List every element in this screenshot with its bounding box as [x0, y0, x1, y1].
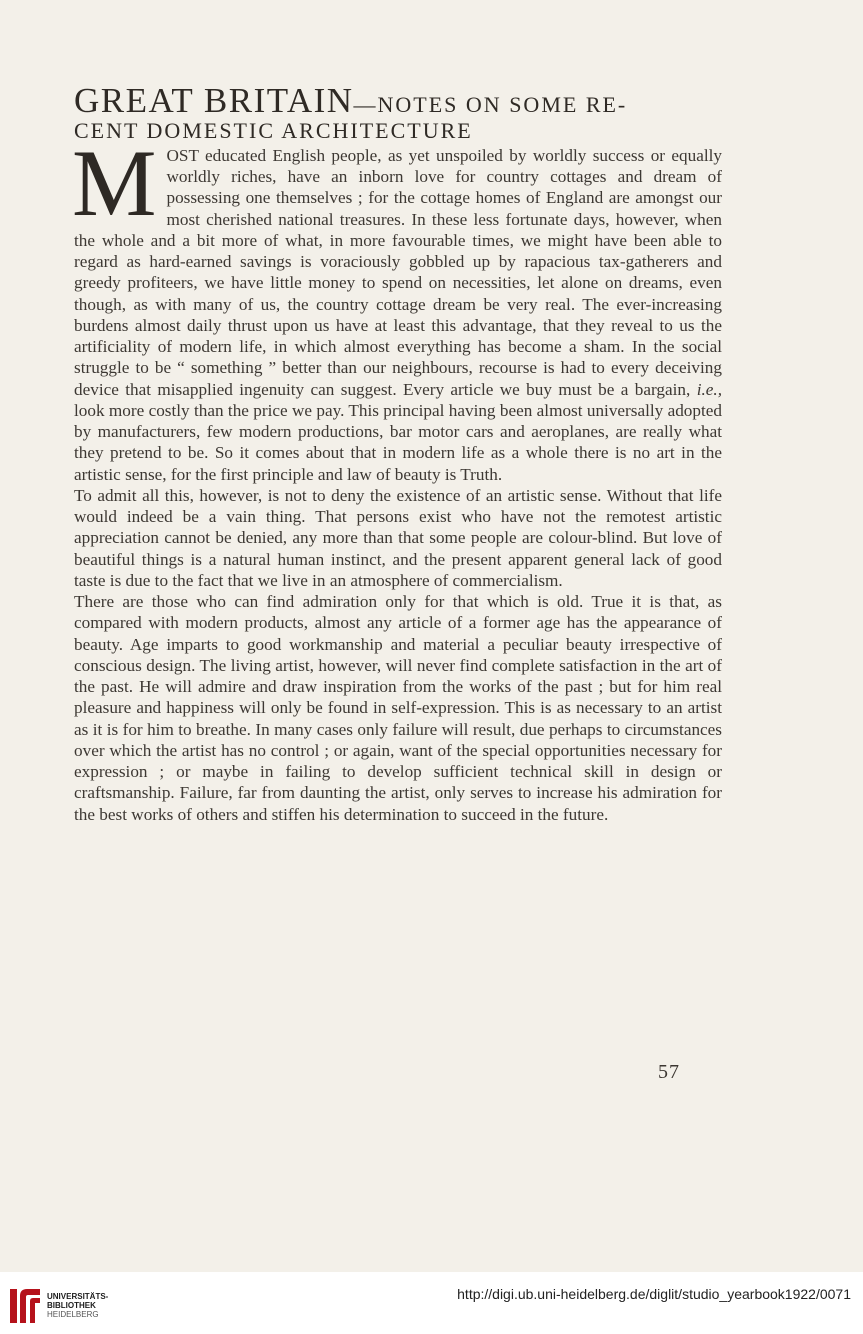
- title-line-1: GREAT BRITAIN—NOTES ON SOME RE-: [74, 81, 628, 120]
- title-line-2: CENT DOMESTIC ARCHITECTURE: [74, 118, 473, 144]
- paragraph-3: There are those who can find admiration only for that which is old. True it is that, as compared with modern products, almost any article of a former age has the appearance of beauty. Age imparts to good workmanship and material a peculiar beauty irrespective of conscious design. The living artist, however, will never find complete satisfaction in the art of the past. He will admire and draw inspiration from the works of the past ; but for him real pleasure and happiness will only be found in self-expression. This is as necessary to an artist as it is for him to breathe. In many cases only failure will result, due perhaps to circumstances over which the artist has no control ; or again, want of the special opportunities necessary for expression ; or maybe in failing to develop sufficient technical skill in design or craftsmanship. Failure, far from daunting the artist, only serves to increase his admiration for the best works of others and stiffen his determination to succeed in the future.: [74, 592, 722, 824]
- article-title: [74, 81, 722, 144]
- source-url-link[interactable]: http://digi.ub.uni-heidelberg.de/diglit/studio_yearbook1922/0071: [457, 1286, 851, 1302]
- drop-cap: M: [72, 129, 157, 236]
- page-number: 57: [658, 1061, 680, 1083]
- article: [72, 81, 722, 825]
- footer-bar: [0, 1272, 863, 1334]
- library-logo-icon: [8, 1286, 42, 1326]
- paragraph-2: To admit all this, however, is not to deny the existence of an artistic sense. Without that life would indeed be a vain thing. That persons exist who have not the remotest artistic appreciation cannot be denied, any more than that some people are colour-blind. But love of beautiful things is a natural human instinct, and the present apparent general lack of good taste is due to the fact that we live in an atmosphere of commercialism.: [74, 485, 722, 590]
- paragraph-1: MOST educated English people, as yet unspoiled by worldly success or equally worldly riches, have an inborn love for country cottages and dream of possessing one themselves ; for the cottage homes of England are amongst our most cherished national treasures. In these less fortunate days, however, when the whole and a bit more of what, in more favourable times, we might have been able to regard as hard-earned savings is voraciously gobbled up by rapacious tax-gatherers and greedy profiteers, we have little money to spend on necessities, let alone on dreams, even though, as with many of us, the country cottage dream be very real. The ever-increasing burdens almost daily thrust upon us have at least this advantage, that they reveal to us the artificiality of modern life, in which almost everything has become a sham. In the social struggle to be “ something ” better than our neighbours, recourse is had to every deceiving device that misapplied ingenuity can suggest. Every article we buy must be a bargain, i.e., look more costly than the price we pay. This principal having been almost universally adopted by manufacturers, few modern productions, bar motor cars and aeroplanes, are really what they pretend to be. So it comes about that in modern life as a whole there is no art in the artistic sense, for the first principle and law of beauty is Truth.: [72, 129, 722, 484]
- library-name: UNIVERSITÄTS- BIBLIOTHEK HEIDELBERG: [47, 1292, 109, 1319]
